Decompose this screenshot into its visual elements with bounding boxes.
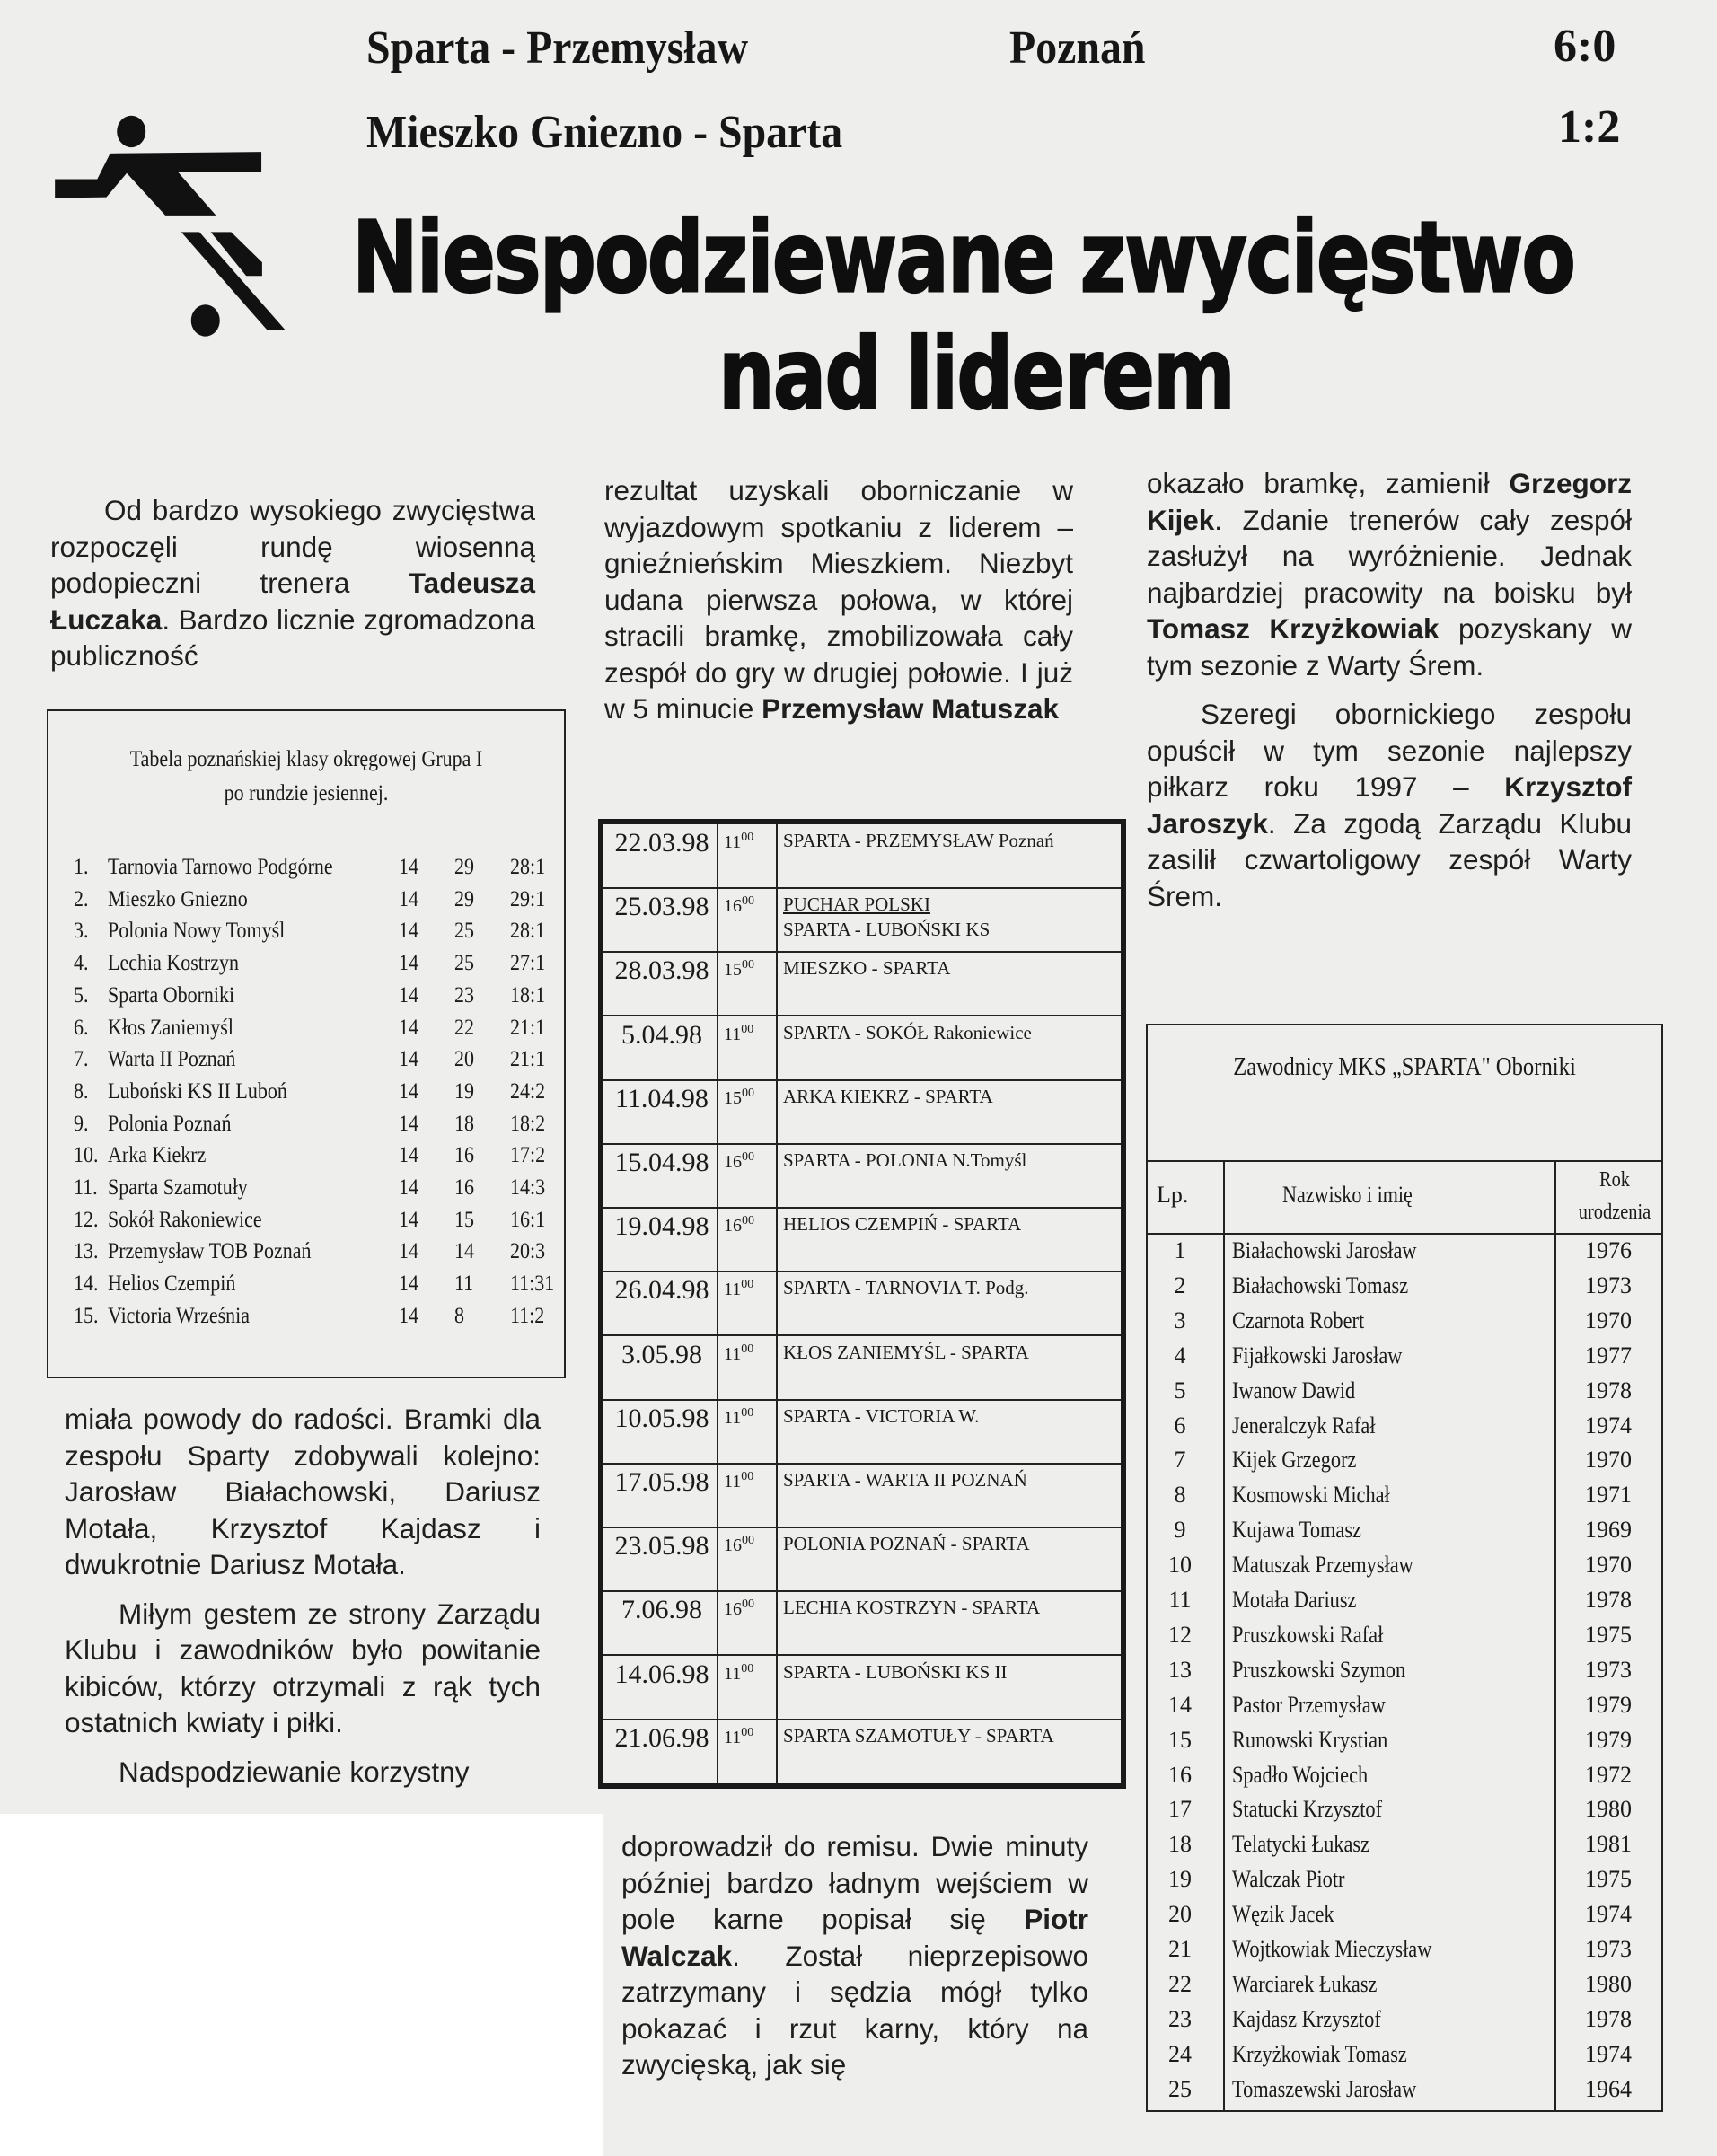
goal-ratio: 21:1 [510,1047,546,1072]
match-time: $11^{00}$ [724,1470,754,1492]
player-number: 22 [1168,1970,1192,1997]
match-date: 3.05.98 [621,1339,702,1369]
article-column-1-bottom [65,1401,541,1790]
player-name: Pastor Przemysław [1232,1691,1386,1718]
match-schedule-table [598,819,1126,1789]
footballer-kicking-ball-icon [27,85,314,364]
player-number: 16 [1168,1761,1192,1788]
player-number: 7 [1174,1447,1186,1474]
match-date: 22.03.98 [614,828,709,858]
birth-year: 1980 [1585,1970,1632,1997]
roster-row [1148,1307,1665,1342]
result-1-city: Poznań [1009,22,1146,74]
goal-ratio: 27:1 [510,951,546,976]
player-name: Wojtkowiak Mieczysław [1232,1936,1432,1962]
match-date: 19.04.98 [614,1211,709,1242]
match-date: 15.04.98 [614,1148,709,1177]
roster-row [1148,1447,1665,1482]
scorer-name: Przemysław Matuszak [762,692,1059,725]
player-name: Fijałkowski Jarosław [1232,1342,1403,1368]
league-table-row [48,855,566,887]
player-name: Kijek Grzegorz [1232,1447,1357,1474]
player-number: 6 [1174,1412,1186,1439]
player-name: Tomaszewski Jarosław [1232,2075,1417,2102]
birth-year: 1964 [1585,2075,1632,2102]
goal-ratio: 14:3 [510,1175,546,1200]
position: 7. [74,1047,89,1072]
player-name: Krzyżkowiak Tomasz [1232,2040,1407,2067]
article-column-1-top [50,492,535,674]
team-name: Victoria Września [108,1303,251,1328]
roster-row [1148,2006,1665,2041]
team-roster-table [1146,1024,1663,2112]
cup-label: PUCHAR POLSKI [783,893,930,916]
goal-ratio: 18:1 [510,982,546,1008]
position: 12. [74,1207,99,1232]
birth-year: 1981 [1585,1831,1632,1858]
match-fixture: MIESZKO - SPARTA [783,957,951,980]
games-played: 14 [399,1143,418,1168]
match-fixture: PUCHAR POLSKI SPARTA - LUBOŃSKI KS [783,893,991,941]
match-time: $16^{00}$ [724,894,754,917]
league-table-row [48,1239,566,1272]
schedule-row [603,1016,1121,1081]
schedule-row [603,1336,1121,1401]
birth-year: 1980 [1585,1796,1632,1823]
position: 2. [74,886,89,911]
player-number: 3 [1174,1307,1186,1333]
match-fixture: SPARTA - POLONIA N.Tomyśl [783,1149,1027,1171]
column-header-name: Nazwisko i imię [1282,1182,1413,1208]
article-paragraph-7: okazało bramkę, zamienił Grzegorz Kijek. Zdanie trenerów cały zespół zasłużył na wyróżnienie. Jednak najbardziej pracowity na boisku był Tomasz Krzyżkowiak pozyskany w tym sezonie z Warty Śrem. [1147,467,1632,682]
position: 6. [74,1015,89,1040]
league-table-row [48,1016,566,1048]
match-time: $11^{00}$ [724,1342,754,1364]
team-name: Kłos Zaniemyśl [108,1015,233,1040]
birth-year: 1977 [1585,1342,1632,1368]
match-time: $11^{00}$ [724,1725,754,1747]
birth-year: 1973 [1585,1936,1632,1962]
schedule-row [603,1144,1121,1209]
player-number: 8 [1174,1482,1186,1509]
league-table-row [48,1079,566,1112]
goal-ratio: 21:1 [510,1015,546,1040]
schedule-row [603,952,1121,1016]
player-number: 23 [1168,2005,1192,2032]
team-name: Przemysław TOB Poznań [108,1239,312,1264]
match-time: $16^{00}$ [724,1150,754,1172]
league-table-row [48,983,566,1016]
player-name: Węzik Jacek [1232,1901,1334,1928]
article-column-2-bottom [621,1828,1088,2083]
team-name: Sparta Szamotuły [108,1175,248,1200]
roster-row [1148,1831,1665,1866]
match-time: $11^{00}$ [724,1405,754,1428]
games-played: 14 [399,1015,418,1040]
goal-ratio: 28:1 [510,919,546,944]
player-number: 25 [1168,2075,1192,2102]
birth-year: 1970 [1585,1552,1632,1579]
article-column-2-top [604,472,1073,727]
schedule-row [603,1527,1121,1592]
schedule-row [603,1080,1121,1145]
match-fixture: POLONIA POZNAŃ - SPARTA [783,1533,1030,1555]
roster-row [1148,1901,1665,1936]
league-table-row [48,919,566,951]
player-name: Runowski Krystian [1232,1726,1388,1753]
goal-ratio: 29:1 [510,886,546,911]
birth-year: 1973 [1585,1272,1632,1298]
player-name: Walczak Piotr [1232,1866,1345,1893]
position: 15. [74,1303,99,1328]
player-number: 24 [1168,2040,1192,2067]
points: 14 [454,1239,474,1264]
player-number: 20 [1168,1901,1192,1928]
match-time: $16^{00}$ [724,1597,754,1620]
roster-row [1148,1552,1665,1587]
match-fixture: SPARTA - LUBOŃSKI KS II [783,1660,1008,1683]
match-date: 11.04.98 [615,1083,709,1113]
team-name: Polonia Nowy Tomyśl [108,919,286,944]
points: 16 [454,1143,474,1168]
schedule-row [603,824,1121,889]
birth-year: 1970 [1585,1447,1632,1474]
player-name: Jeneralczyk Rafał [1232,1412,1376,1439]
match-time: $15^{00}$ [724,1086,754,1108]
headline-line-1: Niespodziewane zwycięstwo [352,199,1575,315]
article-paragraph-4: Nadspodziewanie korzystny [119,1755,470,1788]
league-table-row [48,1272,566,1304]
player-number: 11 [1168,1587,1192,1613]
schedule-row [603,1591,1121,1656]
match-date: 10.05.98 [614,1403,709,1433]
points: 29 [454,855,474,879]
schedule-row [603,888,1121,953]
player-name: Matuszak Przemysław [1232,1552,1413,1579]
match-date: 5.04.98 [621,1019,702,1050]
birth-year: 1978 [1585,2005,1632,2032]
result-1-score: 6:0 [1554,21,1616,72]
team-name: Sokół Rakoniewice [108,1207,262,1232]
player-number: 1 [1174,1237,1186,1263]
match-fixture: SPARTA - TARNOVIA T. Podg. [783,1277,1029,1299]
points: 8 [454,1303,464,1328]
schedule-row [603,1720,1121,1784]
article-paragraph-3: Miłym gestem ze strony Zarządu Klubu i zawodników było powitanie kibiców, którzy otrzymali z rąk tych ostatnich kwiaty i piłki. [65,1597,541,1738]
roster-row [1148,1587,1665,1622]
roster-row [1148,1692,1665,1727]
match-fixture: SPARTA - SOKÓŁ Rakoniewice [783,1021,1032,1043]
goal-ratio: 16:1 [510,1207,546,1232]
result-2-teams: Mieszko Gniezno - Sparta [366,107,843,158]
position: 13. [74,1239,99,1264]
player-number: 13 [1168,1656,1192,1683]
points: 29 [454,886,474,911]
birth-year: 1972 [1585,1761,1632,1788]
league-table [47,709,566,1378]
points: 18 [454,1111,474,1136]
points: 11 [454,1272,474,1297]
birth-year: 1976 [1585,1237,1632,1263]
player-name: Telatycki Łukasz [1232,1831,1370,1858]
roster-row [1148,1796,1665,1831]
player-name: Spadło Wojciech [1232,1761,1369,1788]
match-time: $11^{00}$ [724,831,754,852]
games-played: 14 [399,951,418,976]
team-name: Warta II Poznań [108,1047,236,1072]
games-played: 14 [399,982,418,1008]
match-fixture: KŁOS ZANIEMYŚL - SPARTA [783,1341,1029,1363]
team-name: Luboński KS II Luboń [108,1078,287,1104]
player-number: 21 [1168,1936,1192,1962]
match-fixture: HELIOS CZEMPIŃ - SPARTA [783,1213,1022,1236]
birth-year: 1979 [1585,1726,1632,1753]
player-name: Warciarek Łukasz [1232,1970,1378,1997]
result-1-teams: Sparta - Przemysław [366,22,749,74]
birth-year: 1978 [1585,1377,1632,1404]
roster-row [1148,1727,1665,1762]
match-date: 21.06.98 [614,1722,709,1753]
headline-line-2: nad liderem [718,316,1235,432]
position: 4. [74,951,89,976]
birth-year: 1975 [1585,1866,1632,1893]
column-header-year: Rok urodzenia [1578,1168,1651,1224]
games-played: 14 [399,1239,418,1264]
team-name: Sparta Oborniki [108,982,235,1008]
article-paragraph-1: Od bardzo wysokiego zwycięstwa rozpoczęli rundę wiosenną podopieczni trenera Tadeusza Łuczaka. Bardzo licznie zgromadzona publiczność [50,494,535,672]
team-name: Tarnovia Tarnowo Podgórne [108,855,333,879]
roster-row [1148,1762,1665,1797]
roster-row [1148,2076,1665,2111]
result-2-score: 1:2 [1558,101,1621,153]
points: 20 [454,1047,474,1072]
player-name: Pruszkowski Szymon [1232,1656,1406,1683]
goal-ratio: 24:2 [510,1078,546,1104]
team-name: Arka Kiekrz [108,1143,207,1168]
roster-row [1148,1272,1665,1307]
schedule-row [603,1656,1121,1720]
roster-row [1148,1237,1665,1272]
league-table-row [48,1047,566,1079]
league-table-row [48,951,566,983]
match-time: $16^{00}$ [724,1214,754,1236]
schedule-row [603,1400,1121,1465]
league-table-row [48,1208,566,1240]
games-played: 14 [399,1207,418,1232]
player-name: Białachowski Tomasz [1232,1272,1409,1298]
match-fixture: SPARTA - PRZEMYSŁAW Poznań [783,830,1054,851]
games-played: 14 [399,1303,418,1328]
points: 22 [454,1015,474,1040]
goal-ratio: 28:1 [510,855,546,879]
roster-row [1148,1517,1665,1552]
article-paragraph-8: Szeregi obornickiego zespołu opuścił w tym sezonie najlepszy piłkarz roku 1997 – Krzysztof Jaroszyk. Za zgodą Zarządu Klubu zasilił czwartoligowy zespół Warty Śrem. [1147,698,1632,912]
match-fixture: ARKA KIEKRZ - SPARTA [783,1085,993,1107]
match-fixture: LECHIA KOSTRZYN - SPARTA [783,1597,1041,1619]
player-number: 19 [1168,1866,1192,1893]
position: 14. [74,1272,99,1297]
player-name-walczak: Piotr Walczak [621,1903,1088,1972]
schedule-row [603,1272,1121,1336]
match-fixture: SPARTA - WARTA II POZNAŃ [783,1469,1027,1491]
birth-year: 1969 [1585,1517,1632,1544]
birth-year: 1974 [1585,1412,1632,1439]
match-date: 26.04.98 [614,1275,709,1306]
points: 25 [454,919,474,944]
birth-year: 1974 [1585,1901,1632,1928]
birth-year: 1979 [1585,1691,1632,1718]
games-played: 14 [399,1078,418,1104]
player-number: 18 [1168,1831,1192,1858]
position: 10. [74,1143,99,1168]
birth-year: 1971 [1585,1482,1632,1509]
player-number: 17 [1168,1796,1192,1823]
points: 23 [454,982,474,1008]
player-name: Pruszkowski Rafał [1232,1621,1384,1648]
player-name: Czarnota Robert [1232,1307,1365,1333]
match-time: $11^{00}$ [724,1022,754,1044]
match-date: 17.05.98 [614,1467,709,1497]
player-name: Motała Dariusz [1232,1587,1357,1613]
goal-ratio: 20:3 [510,1239,546,1264]
player-name: Kajdasz Krzysztof [1232,2005,1381,2032]
points: 16 [454,1175,474,1200]
games-played: 14 [399,1272,418,1297]
position: 11. [74,1175,98,1200]
coach-name: Tadeusza Łuczaka [50,567,535,636]
column-header-lp: Lp. [1157,1182,1189,1208]
position: 9. [74,1111,89,1136]
position: 8. [74,1078,89,1104]
player-number: 15 [1168,1726,1192,1753]
player-number: 10 [1168,1552,1192,1579]
player-number: 2 [1174,1272,1186,1298]
games-played: 14 [399,1047,418,1072]
match-time: $15^{00}$ [724,958,754,981]
roster-row [1148,1482,1665,1517]
article-paragraph-6: doprowadził do remisu. Dwie minuty później bardzo ładnym wejściem w pole karne popisał się Piotr Walczak. Został nieprzepisowo zatrzymany i sędzia mógł tylko pokazać i rzut karny, który na zwycięską, jak się [621,1830,1088,2081]
match-date: 25.03.98 [614,892,709,922]
player-number: 4 [1174,1342,1186,1368]
match-date: 7.06.98 [621,1595,702,1625]
goal-ratio: 11:2 [510,1303,545,1328]
article-paragraph-5: rezultat uzyskali oborniczanie w wyjazdowym spotkaniu z liderem – gnieźnieńskim Mieszkiem. Niezbyt udana pierwsza połowa, w której stracili bramkę, zmobilizowała cały zespół do gry w drugiej połowie. I już w 5 minucie Przemysław Matuszak [604,474,1073,725]
birth-year: 1978 [1585,1587,1632,1613]
points: 25 [454,951,474,976]
goal-ratio: 17:2 [510,1143,546,1168]
league-table-row [48,1143,566,1175]
birth-year: 1975 [1585,1621,1632,1648]
match-time: $16^{00}$ [724,1534,754,1556]
position: 1. [74,855,89,879]
league-table-row [48,1175,566,1208]
team-name: Mieszko Gniezno [108,886,248,911]
games-played: 14 [399,919,418,944]
goal-ratio: 11:31 [510,1272,555,1297]
player-name: Białachowski Jarosław [1232,1237,1417,1263]
match-date: 14.06.98 [614,1659,709,1689]
schedule-row [603,1464,1121,1528]
match-time: $11^{00}$ [724,1661,754,1684]
birth-year: 1974 [1585,2040,1632,2067]
schedule-row [603,1208,1121,1272]
match-fixture: SPARTA SZAMOTUŁY - SPARTA [783,1724,1054,1747]
goal-ratio: 18:2 [510,1111,546,1136]
player-name: Kosmowski Michał [1232,1482,1390,1509]
roster-row [1148,1971,1665,2006]
games-played: 14 [399,855,418,879]
player-number: 9 [1174,1517,1186,1544]
team-name: Helios Czempiń [108,1272,236,1297]
roster-title: Zawodnicy MKS „SPARTA" Oborniki [1233,1052,1576,1081]
roster-row [1148,1936,1665,1971]
roster-row [1148,1657,1665,1692]
match-date: 23.05.98 [614,1531,709,1562]
games-played: 14 [399,1175,418,1200]
player-number: 5 [1174,1377,1186,1404]
article-paragraph-2: miała powody do radości. Bramki dla zespołu Sparty zdobywali kolejno: Jarosław Białachowski, Dariusz Motała, Krzysztof Kajdasz i dwukrotnie Dariusz Motała. [65,1403,541,1580]
position: 3. [74,919,89,944]
player-name: Iwanow Dawid [1232,1377,1356,1404]
article-column-3 [1147,465,1632,914]
player-number: 14 [1168,1691,1192,1718]
player-number: 12 [1168,1621,1192,1648]
team-name: Lechia Kostrzyn [108,951,239,976]
league-table-row [48,1112,566,1144]
team-name: Polonia Poznań [108,1111,232,1136]
position: 5. [74,982,89,1008]
roster-row [1148,2041,1665,2076]
games-played: 14 [399,886,418,911]
points: 15 [454,1207,474,1232]
games-played: 14 [399,1111,418,1136]
match-fixture: SPARTA - VICTORIA W. [783,1404,980,1427]
match-time: $11^{00}$ [724,1278,754,1300]
birth-year: 1973 [1585,1656,1632,1683]
roster-row [1148,1622,1665,1657]
birth-year: 1970 [1585,1307,1632,1333]
match-date: 28.03.98 [614,955,709,986]
league-table-row [48,1304,566,1336]
roster-row [1148,1377,1665,1412]
roster-row [1148,1342,1665,1377]
points: 19 [454,1078,474,1104]
player-name: Kujawa Tomasz [1232,1517,1361,1544]
roster-row [1148,1412,1665,1448]
league-table-row [48,887,566,920]
roster-row [1148,1866,1665,1901]
league-table-title: Tabela poznańskiej klasy okręgowej Grupa I po rundzie jesiennej. [129,747,483,805]
player-name: Statucki Krzysztof [1232,1796,1383,1823]
